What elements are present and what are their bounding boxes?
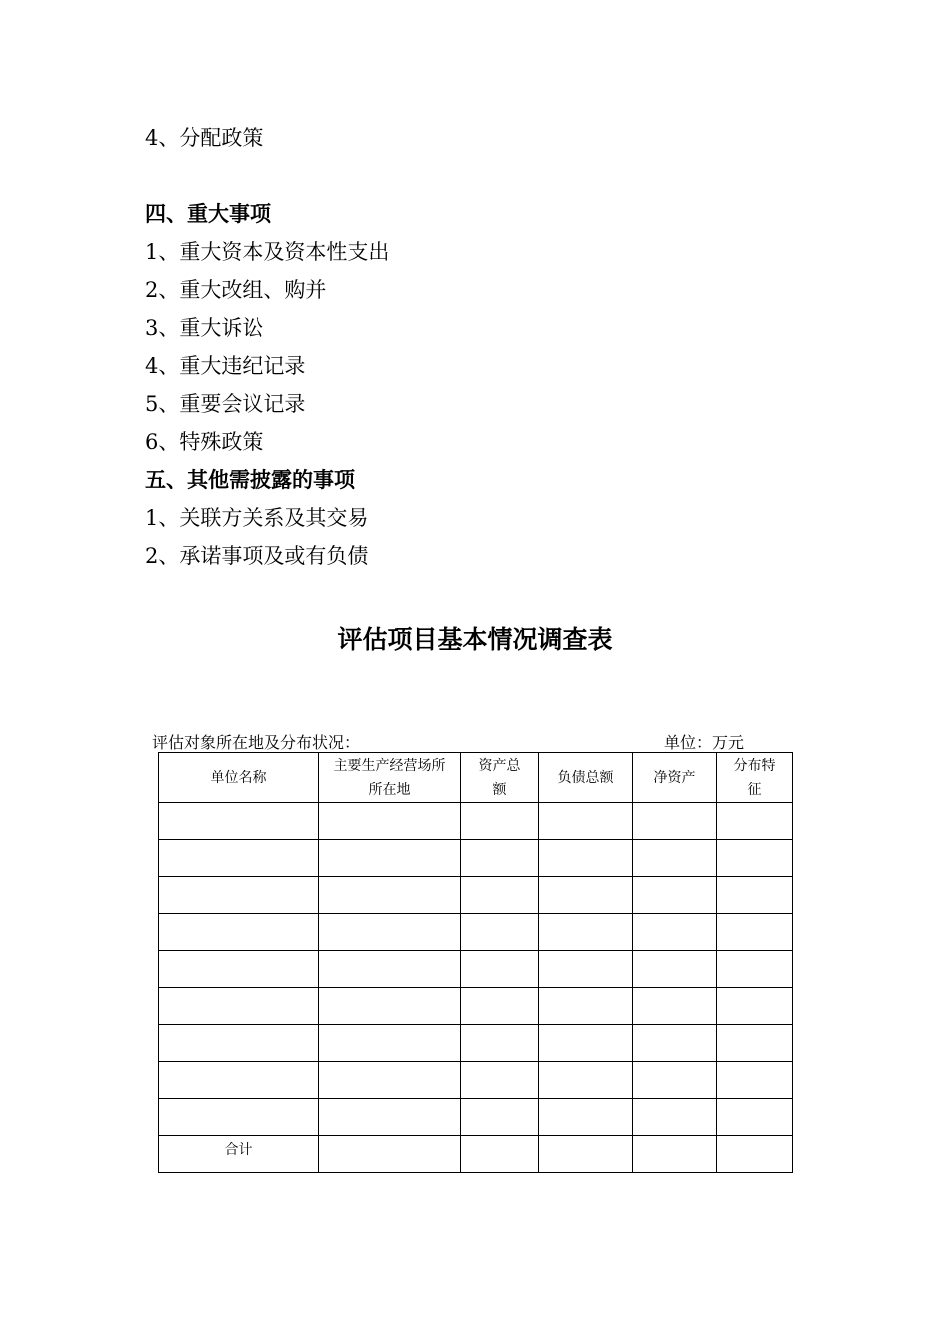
table-row [159, 877, 793, 914]
table-cell [717, 1099, 793, 1136]
table-cell [461, 951, 539, 988]
table-cell [319, 1062, 461, 1099]
table-cell [633, 803, 717, 840]
survey-title: 评估项目基本情况调查表 [337, 625, 613, 654]
table-cell [717, 914, 793, 951]
table-cell [319, 1136, 461, 1173]
table-cell [633, 877, 717, 914]
table-row [159, 1025, 793, 1062]
total-label: 合计 [159, 1136, 319, 1173]
table-row [159, 951, 793, 988]
table-cell [319, 840, 461, 877]
table-cell [717, 1025, 793, 1062]
table-cell [717, 1136, 793, 1173]
survey-unit: 单位：万元 [664, 733, 745, 752]
table-cell [319, 877, 461, 914]
line-special-policy: 6、特殊政策 [145, 430, 264, 454]
table-cell [159, 988, 319, 1025]
table-cell [633, 951, 717, 988]
header-unit-name: 单位名称 [159, 753, 319, 803]
header-location: 主要生产经营场所所在地 [319, 753, 461, 803]
header-distribution: 分布特征 [717, 753, 793, 803]
heading-major-matters: 四、重大事项 [145, 202, 271, 226]
table-cell [319, 988, 461, 1025]
table-row [159, 914, 793, 951]
table-cell [159, 1025, 319, 1062]
table-cell [539, 988, 633, 1025]
survey-caption: 评估对象所在地及分布状况： [152, 733, 361, 752]
table-cell [461, 1062, 539, 1099]
table-cell [319, 1099, 461, 1136]
table-cell [319, 803, 461, 840]
table-cell [717, 988, 793, 1025]
table-row [159, 840, 793, 877]
table-cell [159, 951, 319, 988]
table-cell [461, 914, 539, 951]
table-cell [319, 951, 461, 988]
table-cell [461, 1025, 539, 1062]
table-header-row [159, 753, 793, 803]
line-major-litigation: 3、重大诉讼 [145, 316, 264, 340]
table-cell [633, 1136, 717, 1173]
table-cell [539, 877, 633, 914]
table-cell [539, 803, 633, 840]
line-major-capital: 1、重大资本及资本性支出 [145, 240, 390, 264]
table-cell [159, 840, 319, 877]
table-cell [717, 840, 793, 877]
table-cell [461, 877, 539, 914]
table-cell [717, 803, 793, 840]
table-cell [461, 988, 539, 1025]
line-meeting-records: 5、重要会议记录 [145, 392, 306, 416]
table-cell [717, 877, 793, 914]
table-row [159, 1099, 793, 1136]
table-cell [539, 1025, 633, 1062]
table-row [159, 803, 793, 840]
table-cell [539, 914, 633, 951]
table-cell [539, 1062, 633, 1099]
table-cell [633, 1062, 717, 1099]
table-cell [159, 914, 319, 951]
header-net-assets: 净资产 [633, 753, 717, 803]
table-cell [461, 1136, 539, 1173]
header-total-assets: 资产总额 [461, 753, 539, 803]
line-major-violation: 4、重大违纪记录 [145, 354, 306, 378]
table-cell [539, 951, 633, 988]
table-cell [633, 914, 717, 951]
table-cell [539, 1136, 633, 1173]
table-cell [633, 1025, 717, 1062]
table-cell [159, 877, 319, 914]
table-cell [633, 988, 717, 1025]
table-row [159, 988, 793, 1025]
heading-other-disclosures: 五、其他需披露的事项 [145, 468, 355, 492]
survey-table [158, 752, 793, 1173]
line-distribution-policy: 4、分配政策 [145, 126, 264, 150]
table-cell [461, 803, 539, 840]
table-cell [461, 1099, 539, 1136]
line-commitments: 2、承诺事项及或有负债 [145, 544, 369, 568]
table-cell [717, 951, 793, 988]
table-cell [717, 1062, 793, 1099]
table-cell [539, 1099, 633, 1136]
table-cell [159, 1062, 319, 1099]
table-cell [539, 840, 633, 877]
table-cell [319, 914, 461, 951]
table-total-row [159, 1136, 793, 1173]
table-cell [461, 840, 539, 877]
table-cell [159, 803, 319, 840]
line-related-party: 1、关联方关系及其交易 [145, 506, 369, 530]
line-major-restructuring: 2、重大改组、购并 [145, 278, 327, 302]
header-total-liabilities: 负债总额 [539, 753, 633, 803]
table-cell [159, 1099, 319, 1136]
table-cell [633, 1099, 717, 1136]
table-cell [319, 1025, 461, 1062]
table-row [159, 1062, 793, 1099]
table-cell [633, 840, 717, 877]
